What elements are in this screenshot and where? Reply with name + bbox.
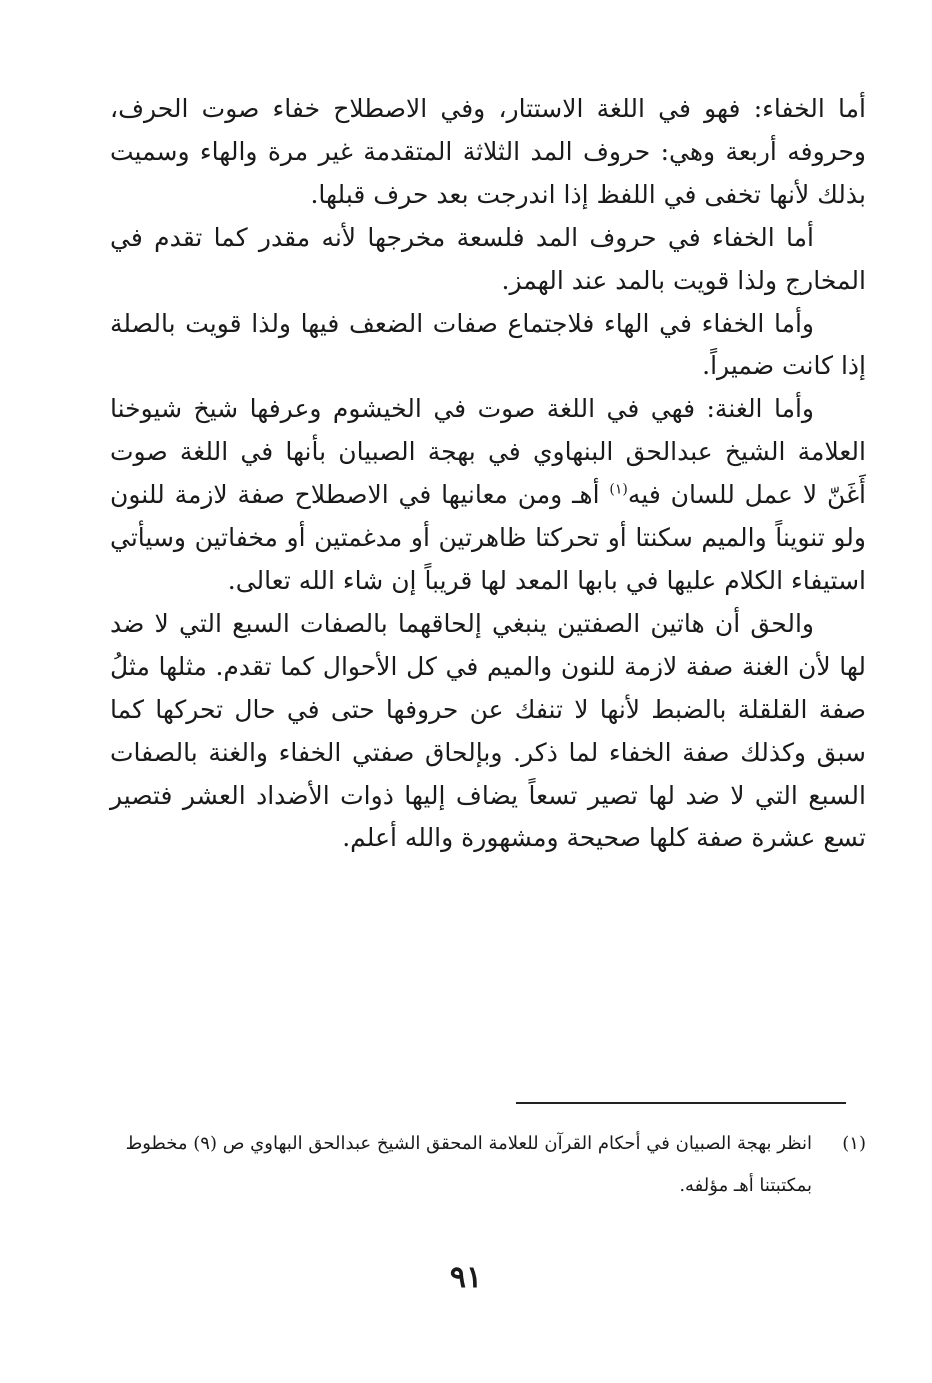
paragraph-conclusion: والحق أن هاتين الصفتين ينبغي إلحاقهما بالصفات السبع التي لا ضد لها لأن الغنة صفة لازمة للنون والميم في كل الأحوال كما تقدم. مثلها مثلُ صفة القلقلة بالضبط لأنها لا تنفك عن حروفها حتى في حال تحركها كما سبق وكذلك صفة الخفاء لما ذكر. وبإلحاق صفتي الخفاء والغنة بالصفات السبع التي لا ضد لها تصير تسعاً يضاف إليها ذوات الأضداد العشر فتصير تسع عشرة صفة كلها صحيحة ومشهورة والله أعلم. [110,608,866,853]
paragraph-ghunna [110,388,866,603]
paragraph-khafa-haa: وأما الخفاء في الهاء فلاجتماع صفات الضعف فيها ولذا قويت بالصلة إذا كانت ضميراً. [110,308,866,381]
page-number: ٩١ [449,1260,483,1295]
paragraph-khafa-definition: أما الخفاء: فهو في اللغة الاستتار، وفي الاصطلاح خفاء صوت الحرف، وحروفه أربعة وهي: حروف المد الثلاثة المتقدمة غير مرة والهاء وسميت بذلك لأنها تخفى في اللفظ إذا اندرجت بعد حرف قبلها. [110,94,866,209]
footnote [110,1123,866,1207]
footnote-number: (١) [842,1133,866,1154]
ghunna-text-part-1: وأما الغنة: فهي في اللغة صوت في الخيشوم وعرفها شيخ شيوخنا العلامة الشيخ عبدالحق البنهاوي في بهجة الصبيان بأنها في اللغة صوت أَغَنّ لا عمل للسان فيه [110,394,866,510]
footnote-divider [516,1102,846,1104]
footnote-line [110,1123,866,1165]
main-text [110,88,866,860]
ghunna-text-part-2: أهـ ومن معانيها في الاصطلاح صفة لازمة للنون ولو تنويناً والميم سكنتا أو تحركتا ظاهرتين أو مدغمتين أو مخفاتين وسيأتي استيفاء الكلام عليها في بابها المعد لها قريباً إن شاء الله تعالى. [110,480,866,595]
footnote-reference[interactable]: (١) [609,481,628,498]
paragraph-khafa-madd: أما الخفاء في حروف المد فلسعة مخرجها لأنه مقدر كما تقدم في المخارج ولذا قويت بالمد عند الهمز. [110,222,866,295]
footnote-continuation: بمكتبتنا أهـ مؤلفه. [679,1175,812,1196]
footnote-text: انظر بهجة الصبيان في أحكام القرآن للعلامة المحقق الشيخ عبدالحق البهاوي ص (٩) مخطوط [125,1133,812,1154]
